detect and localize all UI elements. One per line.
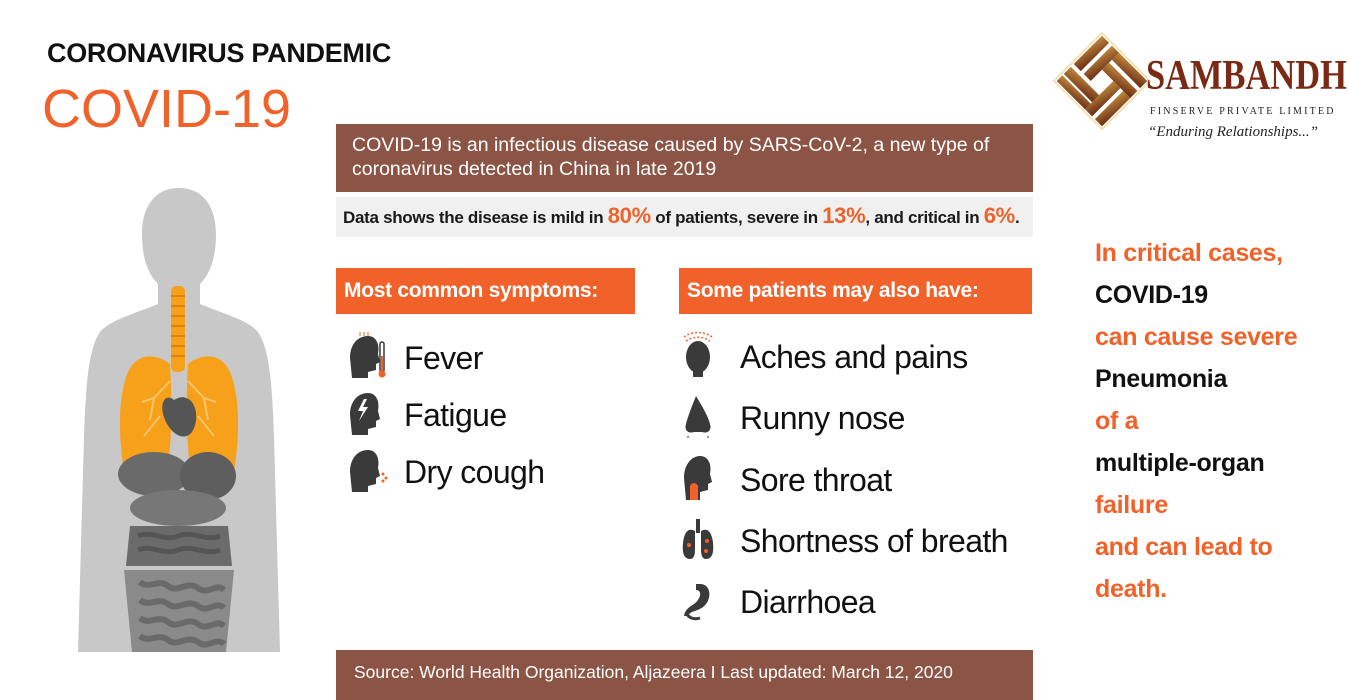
stomach-icon	[680, 576, 716, 629]
source-footer: Source: World Health Organization, Aljazeera I Last updated: March 12, 2020	[336, 650, 1033, 700]
symptom-aches	[680, 331, 968, 384]
nose-icon	[680, 392, 716, 445]
sambandh-logo-icon	[1052, 28, 1152, 134]
stat-severe: 13%	[822, 203, 866, 228]
symptom-fever	[346, 332, 483, 385]
stats-text-3: , and critical in	[865, 208, 984, 227]
critical-line: multiple-organ	[1095, 449, 1265, 477]
critical-line: failure	[1095, 491, 1168, 519]
symptom-label: Fatigue	[404, 397, 507, 433]
symptom-label: Diarrhoea	[740, 584, 876, 620]
lungs-icon	[680, 515, 716, 568]
symptom-diarrhoea	[680, 576, 875, 629]
logo-tagline: “Enduring Relationships...”	[1148, 124, 1319, 140]
critical-cases-note	[1095, 232, 1335, 610]
critical-line: COVID-19	[1095, 281, 1208, 309]
fatigue-head-icon	[346, 389, 388, 442]
symptom-sore-throat	[680, 454, 892, 507]
critical-line: of a	[1095, 407, 1139, 435]
page-title: COVID-19	[42, 79, 292, 139]
intro-banner: COVID-19 is an infectious disease caused by SARS-CoV-2, a new type of coronavirus detected in China in late 2019	[336, 124, 1033, 192]
fever-head-icon	[346, 332, 388, 385]
logo-name: SAMBANDH	[1146, 53, 1347, 99]
symptom-label: Aches and pains	[740, 339, 968, 375]
critical-line: Pneumonia	[1095, 365, 1228, 393]
symptom-label: Runny nose	[740, 400, 905, 436]
symptom-shortness-of-breath	[680, 515, 1008, 568]
stat-critical: 6%	[983, 203, 1015, 228]
critical-line: death.	[1095, 575, 1167, 603]
symptom-label: Sore throat	[740, 462, 892, 498]
stat-mild: 80%	[607, 203, 651, 228]
critical-line: In critical cases,	[1095, 239, 1283, 267]
throat-icon	[680, 454, 716, 507]
stats-text-1: Data shows the disease is mild in	[343, 208, 608, 227]
symptom-fatigue	[346, 389, 507, 442]
human-body-illustration	[74, 186, 284, 652]
stats-text-4: .	[1014, 208, 1020, 227]
symptom-dry-cough	[346, 446, 544, 499]
logo-subtitle: FINSERVE PRIVATE LIMITED	[1150, 106, 1336, 117]
symptom-runny-nose	[680, 392, 905, 445]
symptom-label: Fever	[404, 340, 483, 376]
critical-line: can cause severe	[1095, 323, 1298, 351]
stats-text-2: of patients, severe in	[650, 208, 823, 227]
symptom-label: Dry cough	[404, 454, 545, 490]
critical-line: and can lead to	[1095, 533, 1273, 561]
aching-head-icon	[680, 331, 716, 384]
stats-bar	[336, 197, 1033, 237]
cough-head-icon	[346, 446, 388, 499]
common-symptoms-heading: Most common symptoms:	[336, 268, 635, 314]
symptom-label: Shortness of breath	[740, 523, 1008, 559]
page-subtitle: CORONAVIRUS PANDEMIC	[47, 38, 392, 68]
other-symptoms-heading: Some patients may also have:	[679, 268, 1032, 314]
